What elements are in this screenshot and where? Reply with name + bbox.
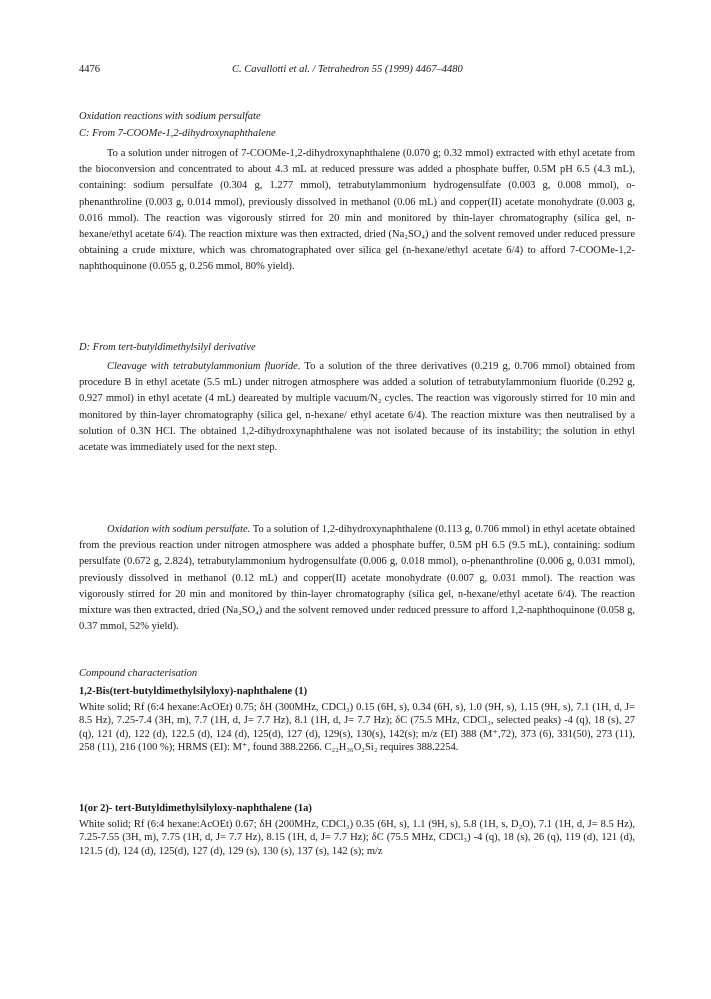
compound-1-data: White solid; Rf (6:4 hexane:AcOEt) 0.75; δH (300MHz, CDCl₃) 0.15 (6H, s), 0.34 (6H, s), 1.0 (9H, s), 1.15 (9H, s), 7.1 (1H, d, J= 8.5 Hz), 7.25-7.4 (3H, m), 7.7 (1H, d, J= 7.7 Hz), 8.1 (1H, d, J= 7.7 Hz); δC (75.5 MHz, CDCl₃, selected peaks) -4 (q), 18 (s), 27 (q), 121 (d), 122 (d), 122.5 (d), 124 (d), 125(d), 127 (d), 129(s), 130(s), 142(s); m/z (EI) 388 (M⁺,72), 373 (6), 331(50), 273 (11), 258 (11), 216 (100 %); HRMS (EI): M⁺, found 388.2266. C₂₂H₃₆O₂Si₂ requires 388.2254. — [79, 702, 635, 754]
compound-1a-title: 1(or 2)- tert-Butyldimethylsilyloxy-naphthalene (1a) — [79, 803, 312, 814]
paragraph-procedure-c: To a solution under nitrogen of 7-COOMe-1,2-dihydroxynaphthalene (0.070 g; 0.32 mmol) extracted with ethyl acetate from the bioconversion and concentrated to about 4.3 mL at reduced pressure was added a phosphate buffer, 0.5M pH 6.5 (4.3 mL), containing: sodium persulfate (0.304 g, 1.277 mmol), tetrabutylammonium hydrogensulfate (0.003 g, 0.008 mmol), o-phenanthroline (0.003 g, 0.014 mmol), previously dissolved in methanol (0.06 mL) and copper(II) acetate monohydrate (0.003 g, 0.016 mmol). The reaction was vigorously stirred for 20 min and monitored by thin-layer chromatography (silica gel, n-hexane/ethyl acetate 6/4). The reaction mixture was then extracted, dried (Na₂SO₄) and the solvent removed under reduced pressure obtaining a crude mixture, which was chromatographated over silica gel (n-hexane/ethyl acetate 6/4) to afford 7-COOMe-1,2-naphthoquinone (0.055 g, 0.256 mmol, 80% yield). — [79, 148, 635, 273]
section-heading-characterisation: Compound characterisation — [79, 668, 198, 679]
cleavage-text: To a solution of the three derivatives (0.219 g, 0.706 mmol) obtained from procedure B in ethyl acetate (5.5 mL) under nitrogen atmosphere was added a solution of tetrabutylammonium fluoride (0.292 g, 0.927 mmol) in ethyl acetate (4 mL) deareated by multiple vacuum/N₂ cycles. The reaction was vigorously stirred for 10 min and monitored by thin-layer chromatography (silica gel, n-hexane/ ethyl acetate 6/4). The reaction mixture was then neutralised by a solution of 0.3N HCl. The obtained 1,2-dihydroxynaphthalene was not isolated because of its instability; the solution in ethyl acetate was immediately used for the next step. — [79, 361, 636, 454]
subsection-heading-d: D: From tert-butyldimethylsilyl derivative — [79, 342, 256, 353]
cleavage-lead: Cleavage with tetrabutylammonium fluoride. — [107, 361, 301, 372]
section-heading-oxidation: Oxidation reactions with sodium persulfate — [79, 111, 261, 122]
compound-1a-data: White solid; Rf (6:4 hexane:AcOEt) 0.67; δH (200MHz, CDCl₃) 0.35 (6H, s), 1.1 (9H, s), 5.8 (1H, s, D₂O), 7.1 (1H, d, J= 8.5 Hz), 7.25-7.55 (3H, m), 7.75 (1H, d, J= 7.7 Hz), 8.15 (1H, d, J= 7.7 Hz); δC (75.5 MHz, CDCl₃) -4 (q), 18 (s), 26 (q), 119 (d), 121 (d), 121.5 (d), 124 (d), 125(d), 127 (d), 129 (s), 130 (s), 137 (s), 142 (s); m/z — [79, 819, 635, 857]
subsection-heading-c: C: From 7-COOMe-1,2-dihydroxynaphthalene — [79, 128, 276, 139]
page-number: 4476 — [79, 64, 100, 75]
paragraph-cleavage — [79, 359, 635, 456]
running-header-citation: C. Cavallotti et al. / Tetrahedron 55 (1999) 4467–4480 — [232, 64, 463, 75]
compound-1-title: 1,2-Bis(tert-butyldimethylsilyloxy)-naphthalene (1) — [79, 686, 308, 697]
oxidation-lead: Oxidation with sodium persulfate. — [107, 524, 251, 535]
oxidation-text: To a solution of 1,2-dihydroxynaphthalene (0.113 g, 0.706 mmol) in ethyl acetate obtained from the previous reaction under nitrogen atmosphere was added a phosphate buffer, 0.5M pH 6.5 (9.5 mL), containing: sodium persulfate (0.672 g, 2.824), tetrabutylammonium hydrogensulfate (0.006 g, 0.018 mmol), o-phenanthroline (0.006 g, 0.031 mmol), previously dissolved in methanol (0.12 mL) and copper(II) acetate monohydrate (0.007 g, 0.031 mmol). The reaction was vigorously stirred for 20 min and monitored by thin-layer chromatography (silica gel, n-hexane/ethyl acetate 6/4). The reaction mixture was then extracted, dried (Na₂SO₄) and the solvent removed under reduced pressure to afford 1,2-naphthoquinone (0.058 g, 0.37 mmol, 52% yield). — [79, 524, 635, 633]
paragraph-oxidation-d — [79, 522, 635, 635]
